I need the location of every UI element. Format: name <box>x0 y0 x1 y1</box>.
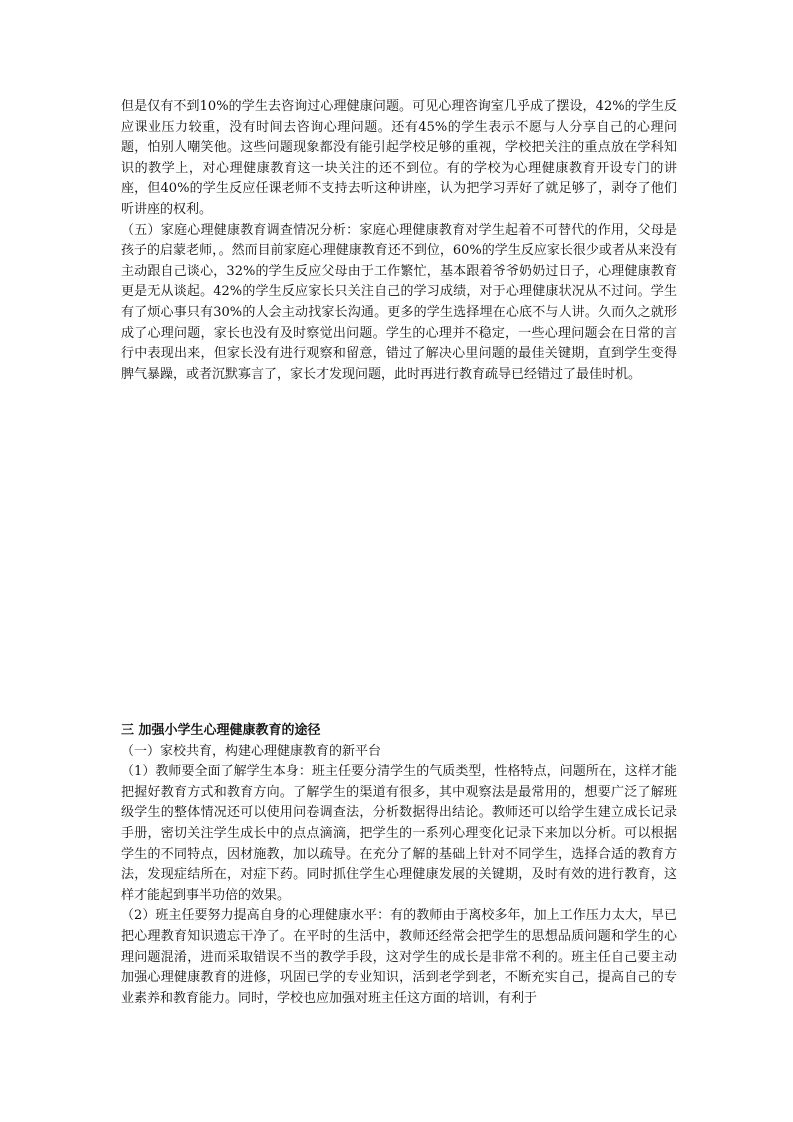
body-paragraph: （1）教师要全面了解学生本身：班主任要分清学生的气质类型，性格特点，问题所在，这样才能把握好教育方式和教育方向。了解学生的渠道有很多，其中观察法是最常用的，想要广泛了解班级学生的整体情况还可以使用问卷调查法，分析数据得出结论。教师还可以给学生建立成长记录手册，密切关注学生成长中的点点滴滴，把学生的一系列心理变化记录下来加以分析。可以根据学生的不同特点，因材施教，加以疏导。在充分了解的基础上针对不同学生，选择合适的教育方法，发现症结所在，对症下药。同时抓住学生心理健康发展的关键期，及时有效的进行教育，这样才能起到事半功倍的效果。 <box>121 764 677 903</box>
body-paragraph: 但是仅有不到10%的学生去咨询过心理健康问题。可见心理咨询室几乎成了摆设，42%的学生反应课业压力较重，没有时间去咨询心理问题。还有45%的学生表示不愿与人分享自己的心理问题，怕别人嘲笑他。这些问题现象都没有能引起学校足够的重视，学校把关注的重点放在学科知识的教学上，对心理健康教育这一块关注的还不到位。有的学校为心理健康教育开设专门的讲座，但40%的学生反应任课老师不支持去听这种讲座，认为把学习弄好了就足够了，剥夺了他们听讲座的权利。 <box>121 99 677 217</box>
body-paragraph: （五）家庭心理健康教育调查情况分析：家庭心理健康教育对学生起着不可替代的作用，父母是孩子的启蒙老师，。然而目前家庭心理健康教育还不到位，60%的学生反应家长很少或者从来没有主动跟自己谈心，32%的学生反应父母由于工作繁忙，基本跟着爷爷奶奶过日子，心理健康教育更是无从谈起。42%的学生反应家长只关注自己的学习成绩，对于心理健康状况从不过问。学生有了烦心事只有30%的人会主动找家长沟通。更多的学生选择埋在心底不与人讲。久而久之就形成了心理问题，家长也没有及时察觉出问题。学生的心理并不稳定，一些心理问题会在日常的言行中表现出来，但家长没有进行观察和留意，错过了解决心里问题的最佳关键期，直到学生变得脾气暴躁，或者沉默寡言了，家长才发现问题，此时再进行教育疏导已经错过了最佳时机。 <box>121 222 677 382</box>
body-paragraph: （2）班主任要努力提高自身的心理健康水平：有的教师由于离校多年，加上工作压力太大，早已把心理教育知识遗忘干净了。在平时的生活中，教师还经常会把学生的思想品质问题和学生的心理问题混淆，进而采取错误不当的教学手段，这对学生的成长是非常不利的。班主任自己要主动加强心理健康教育的进修，巩固已学的专业知识，活到老学到老，不断充实自己，提高自己的专业素养和教育能力。同时，学校也应加强对班主任这方面的培训，有利于 <box>121 908 677 1006</box>
top-text-section <box>121 97 677 385</box>
section-subheading: （一）家校共育，构建心理健康教育的新平台 <box>121 743 382 759</box>
section-heading: 三 加强小学生心理健康教育的途径 <box>121 723 321 738</box>
bottom-text-section <box>121 721 677 1009</box>
